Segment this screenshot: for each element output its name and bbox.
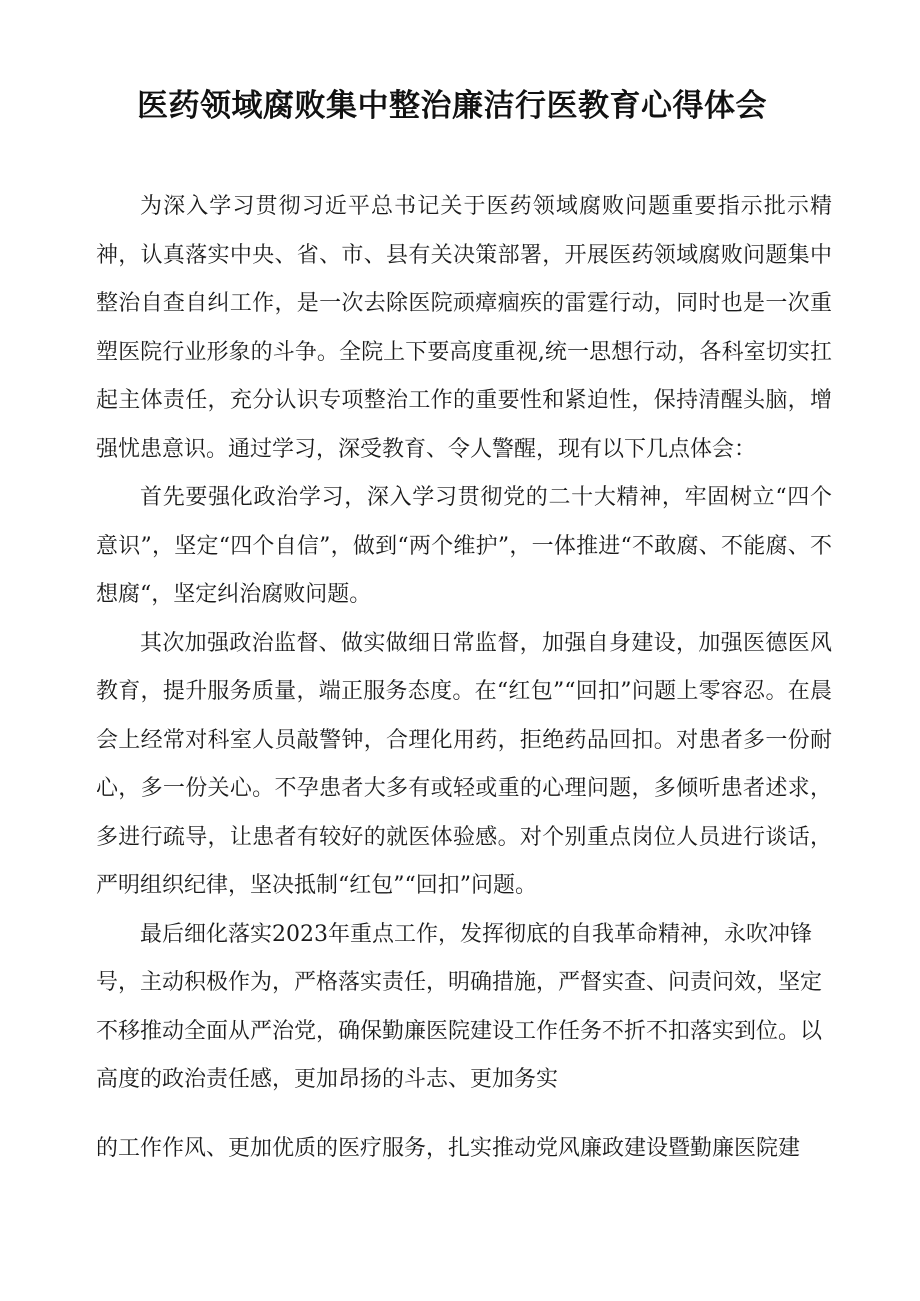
paragraph-first-point: 首先要强化政治学习，深入学习贯彻党的二十大精神，牢固树立“四个意识”，坚定“四个自信”，做到“两个维护”，一体推进“不敢腐、不能腐、不想腐“，坚定纠治腐败问题。 xyxy=(96,485,832,607)
paragraph-continuation: 的工作作风、更加优质的医疗服务，扎实推动党风廉政建设暨勤廉医院建 xyxy=(96,1135,801,1161)
paragraph-third-point: 最后细化落实2023年重点工作，发挥彻底的自我革命精神，永吹冲锋号，主动积极作为，严格落实责任，明确措施，严督实查、问责问效，坚定不移推动全面从严治党，确保勤廉医院建设工作任务不折不扣落实到位。以高度的政治责任感，更加昂扬的斗志、更加务实 xyxy=(96,921,823,1092)
paragraph-intro: 为深入学习贯彻习近平总书记关于医药领域腐败问题重要指示批示精神，认真落实中央、省、市、县有关决策部署，开展医药领域腐败问题集中整治自查自纠工作，是一次去除医院顽瘴痼疾的雷霆行动，同时也是一次重塑医院行业形象的斗争。全院上下要高度重视,统一思想行动，各科室切实扛起主体责任，充分认识专项整治工作的重要性和紧迫性，保持清醒头脑，增强忧患意识。通过学习，深受教育、令人警醒，现有以下几点体会： xyxy=(96,194,832,462)
paragraph-second-point: 其次加强政治监督、做实做细日常监督，加强自身建设，加强医德医风教育，提升服务质量，端正服务态度。在“红包”“回扣”问题上零容忍。在晨会上经常对科室人员敲警钟，合理化用药，拒绝药品回扣。对患者多一份耐心，多一份关心。不孕患者大多有或轻或重的心理问题，多倾听患者述求，多进行疏导，让患者有较好的就医体验感。对个别重点岗位人员进行谈话，严明组织纪律，坚决抵制“红包”“回扣”问题。 xyxy=(96,630,832,898)
document-title: 医药领域腐败集中整治廉洁行医教育心得体会 xyxy=(137,88,767,124)
document-body xyxy=(96,183,832,1173)
page-break-gap xyxy=(96,1105,832,1125)
